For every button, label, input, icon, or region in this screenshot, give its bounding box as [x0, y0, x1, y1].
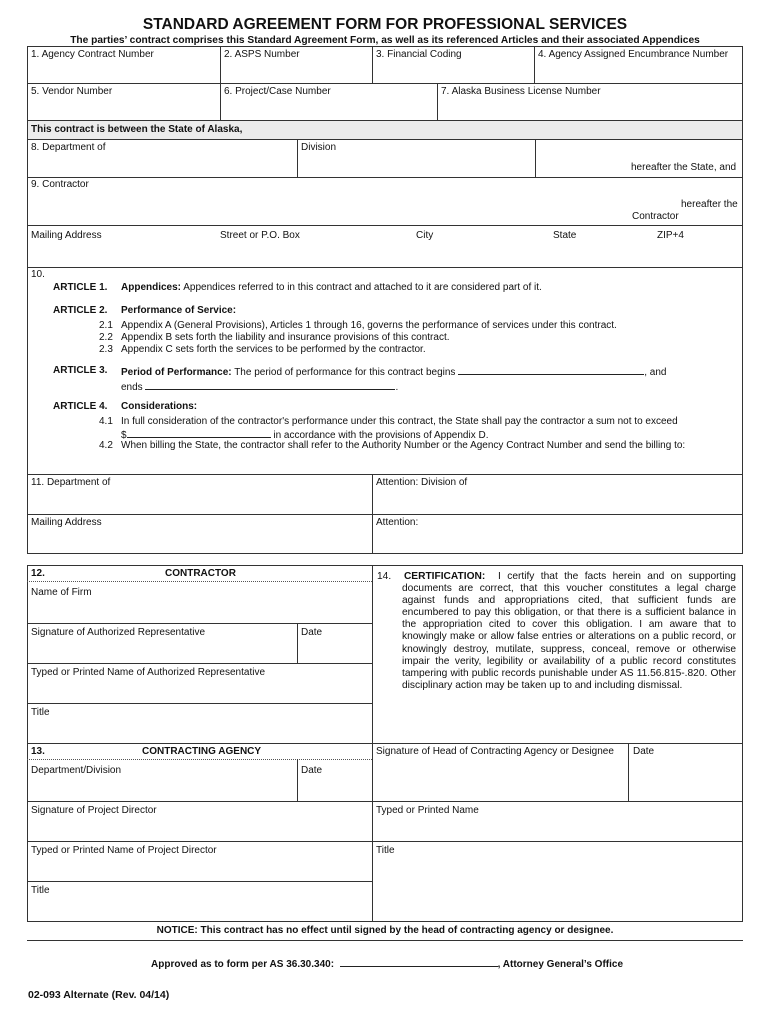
article-2-1-number: 2.1	[99, 320, 113, 331]
financial-coding-field[interactable]: 3. Financial Coding	[376, 49, 462, 60]
contractor-section-number: 12.	[31, 568, 45, 579]
form-title: STANDARD AGREEMENT FORM FOR PROFESSIONAL SERVICES	[142, 16, 628, 33]
firm-name-field[interactable]: Name of Firm	[31, 587, 92, 598]
article-2-1-text: Appendix A (General Provisions), Articles 1 through 16, governs the performance of services under this contract.	[121, 320, 617, 331]
article-1-body: Appendices referred to in this contract and attached to it are considered part of it.	[183, 282, 542, 293]
vendor-number-field[interactable]: 5. Vendor Number	[31, 86, 113, 97]
articles-number: 10.	[31, 269, 45, 280]
division-field[interactable]: Division	[301, 142, 337, 153]
article-3-ends: ends	[121, 382, 143, 393]
article-4-label: ARTICLE 4.	[53, 401, 108, 412]
contractor-section-heading: CONTRACTOR	[165, 568, 236, 579]
billing-mailing-address-field[interactable]: Mailing Address	[31, 517, 102, 528]
certification-text	[377, 571, 736, 692]
project-director-signature-field[interactable]: Signature of Project Director	[31, 805, 157, 816]
article-3-and: , and	[644, 367, 667, 378]
article-2-2-number: 2.2	[99, 332, 113, 343]
billing-attention-division-field[interactable]: Attention: Division of	[376, 477, 468, 488]
form-id: 02-093 Alternate (Rev. 04/14)	[28, 989, 170, 1001]
contractor-mailing-address-field[interactable]: Mailing Address	[31, 230, 102, 241]
article-4-2-text: When billing the State, the contractor shall refer to the Authority Number or the Agency Contract Number and send the billing to:	[121, 440, 686, 451]
amount-blank[interactable]	[127, 428, 271, 438]
article-1-heading: Appendices:	[121, 282, 182, 293]
article-2-3-number: 2.3	[99, 344, 113, 355]
contractor-signature-field[interactable]: Signature of Authorized Representative	[31, 627, 205, 638]
article-4-heading: Considerations:	[121, 401, 198, 412]
agency-date-field[interactable]: Date	[301, 765, 323, 776]
article-3-label: ARTICLE 3.	[53, 365, 108, 376]
agency-contract-number-field[interactable]: 1. Agency Contract Number	[31, 49, 154, 60]
head-title-field[interactable]: Title	[376, 845, 395, 856]
agency-section-heading: CONTRACTING AGENCY	[142, 746, 262, 757]
notice-text: NOTICE: This contract has no effect until signed by the head of contracting agency or designee.	[156, 925, 614, 936]
article-2-3-text: Appendix C sets forth the services to be performed by the contractor.	[121, 344, 426, 355]
article-4-2-number: 4.2	[99, 440, 113, 451]
head-typed-name-field[interactable]: Typed or Printed Name	[376, 805, 479, 816]
hereafter-contractor-text: hereafter the	[681, 199, 738, 210]
attorney-general-blank[interactable]	[340, 957, 498, 967]
head-date-field[interactable]: Date	[633, 746, 655, 757]
project-case-number-field[interactable]: 6. Project/Case Number	[224, 86, 331, 97]
project-director-typed-name-field[interactable]: Typed or Printed Name of Project Director	[31, 845, 217, 856]
article-4-1-number: 4.1	[99, 416, 113, 427]
form-subtitle: The parties’ contract comprises this Standard Agreement Form, as well as its referenced Articles and their associated Appendices	[70, 35, 700, 46]
street-field[interactable]: Street or P.O. Box	[220, 230, 300, 241]
zip-field[interactable]: ZIP+4	[657, 230, 684, 241]
contractor-word: Contractor	[632, 211, 679, 222]
period-begins-blank[interactable]	[458, 365, 644, 375]
city-field[interactable]: City	[416, 230, 434, 241]
article-3-heading: Period of Performance:	[121, 367, 232, 378]
certification-number: 14.	[377, 571, 392, 582]
department-of-field[interactable]: 8. Department of	[31, 142, 106, 153]
approved-as-to-form	[151, 957, 623, 970]
asps-number-field[interactable]: 2. ASPS Number	[224, 49, 300, 60]
agency-title-field[interactable]: Title	[31, 885, 50, 896]
article-2-label: ARTICLE 2.	[53, 305, 108, 316]
state-field[interactable]: State	[553, 230, 577, 241]
billing-department-field[interactable]: 11. Department of	[31, 477, 111, 488]
article-3-text	[121, 365, 666, 378]
certification-body: I certify that the facts herein and on supporting documents are correct, that this voucher constitutes a legal charge against funds and appropriations cited, that sufficient funds are encumbered to pay this obligation, or that there is a sufficient balance in the appropriation cited to cover this obligation. I am aware that to knowingly make or allow false entries or alterations on a public record, or knowingly destroy, mutilate, suppress, conceal, remove or otherwise impair the verity, legibility or availability of a public record constitutes tampering with public records punishable under AS 11.56.815-.820. Other disciplinary action may be taken up to and including dismissal.	[402, 571, 736, 691]
contractor-date-field[interactable]: Date	[301, 627, 323, 638]
agency-section-number: 13.	[31, 746, 45, 757]
attorney-general-office: , Attorney General’s Office	[497, 959, 623, 970]
contractor-title-field[interactable]: Title	[31, 707, 50, 718]
head-signature-field[interactable]: Signature of Head of Contracting Agency or Designee	[376, 746, 614, 757]
article-1-text	[121, 282, 542, 293]
department-division-field[interactable]: Department/Division	[31, 765, 122, 776]
encumbrance-number-field[interactable]: 4. Agency Assigned Encumbrance Number	[538, 49, 729, 60]
billing-attention-field[interactable]: Attention:	[376, 517, 419, 528]
article-3-ends-line	[121, 380, 398, 393]
dollar-sign: $	[121, 430, 127, 441]
article-3-body: The period of performance for this contract begins	[234, 367, 456, 378]
contractor-field[interactable]: 9. Contractor	[31, 179, 89, 190]
contractor-typed-name-field[interactable]: Typed or Printed Name of Authorized Representative	[31, 667, 266, 678]
article-4-1-appendix: in accordance with the provisions of Appendix D.	[273, 430, 489, 441]
period-ends-blank[interactable]	[145, 380, 395, 390]
certification-heading: CERTIFICATION:	[403, 571, 486, 582]
approved-label: Approved as to form per AS 36.30.340:	[151, 959, 335, 970]
article-4-1-text: In full consideration of the contractor's performance under this contract, the State shall pay the contractor a sum not to exceed	[121, 416, 678, 427]
article-2-heading: Performance of Service:	[121, 305, 237, 316]
article-3-period: .	[395, 382, 399, 393]
article-1-label: ARTICLE 1.	[53, 282, 108, 293]
business-license-field[interactable]: 7. Alaska Business License Number	[441, 86, 601, 97]
article-2-2-text: Appendix B sets forth the liability and insurance provisions of this contract.	[121, 332, 450, 343]
contract-parties-statement: This contract is between the State of Alaska,	[31, 124, 243, 135]
hereafter-state-text: hereafter the State, and	[631, 162, 737, 173]
